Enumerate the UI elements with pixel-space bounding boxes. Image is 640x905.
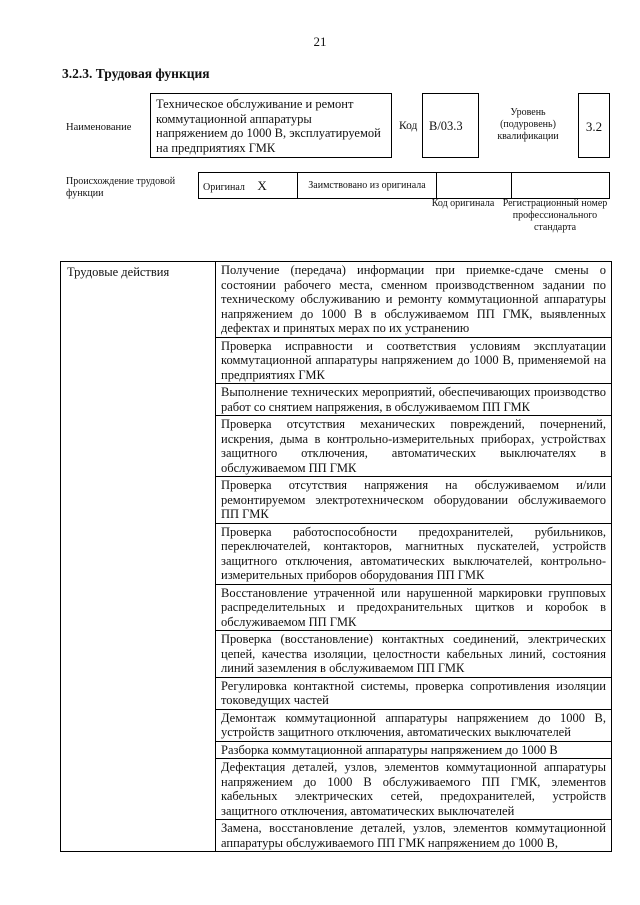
- page-number: 21: [313, 34, 327, 49]
- action-item: Проверка отсутствия напряжения на обслуживаемом и/или ремонтируемом электротехническом оборудовании обслуживаемого ПП ГМК: [216, 477, 612, 524]
- action-item: Дефектация деталей, узлов, элементов коммутационной аппаратуры напряжением до 1000 В обслуживаемого ПП ГМК, элементов кабельных электрических сетей, предохранителей, устройств защитного отключения, автоматических выключателей: [216, 759, 612, 820]
- labor-actions-table: [60, 261, 612, 852]
- code-caption: Код оригинала: [431, 198, 495, 209]
- action-item: Выполнение технических мероприятий, обеспечивающих производство работ со снятием напряжения, в обслуживаемом ПП ГМК: [216, 384, 612, 416]
- action-item: Проверка исправности и соответствия условиям эксплуатации коммутационной аппаратуры напряжением до 1000 В, применяемой на предприятиях ГМК: [216, 337, 612, 384]
- code-box: B/03.3: [422, 93, 479, 158]
- original-mark: X: [257, 177, 267, 193]
- origin-label: Происхождение трудовой функции: [66, 176, 176, 199]
- borrowed-cell: Заимствовано из оригинала: [298, 173, 437, 199]
- section-title: 3.2.3. Трудовая функция: [62, 66, 210, 81]
- code-label: Код: [399, 120, 418, 132]
- actions-label: Трудовые действия: [61, 262, 216, 852]
- action-item: Восстановление утраченной или нарушенной маркировки групповых распределительных и предохранительных щитков и коробок в обслуживаемом ПП ГМК: [216, 584, 612, 631]
- action-item: Демонтаж коммутационной аппаратуры напряжением до 1000 В, устройств защитного отключения, автоматических выключателей: [216, 709, 612, 741]
- reg-caption: Регистрационный номер профессионального стандарта: [502, 198, 608, 233]
- action-item: Проверка работоспособности предохранителей, рубильников, переключателей, контакторов, магнитных пускателей, устройств защитного отключения, автоматических выключателей, контрольно-измерительных приборов оборудования ПП ГМК: [216, 523, 612, 584]
- level-label: Уровень (подуровень) квалификации: [497, 107, 559, 142]
- table-row: [61, 262, 612, 338]
- action-item: Проверка отсутствия механических повреждений, почернений, искрения, дыма в контрольно-измерительных приборах, устройствах защитного отключения, автоматических выключателях в обслуживаемом ПП ГМК: [216, 416, 612, 477]
- name-label: Наименование: [66, 122, 132, 133]
- action-item: Регулировка контактной системы, проверка сопротивления изоляции токоведущих частей: [216, 677, 612, 709]
- original-label: Оригинал: [203, 181, 245, 193]
- original-cell: [199, 173, 298, 199]
- action-item: Проверка (восстановление) контактных соединений, электрических цепей, качества изоляции, целостности кабельных линий, состояния линий заземления в обслуживаемом ПП ГМК: [216, 631, 612, 678]
- action-item: Разборка коммутационной аппаратуры напряжением до 1000 В: [216, 741, 612, 759]
- origin-reg-cell: [512, 173, 610, 199]
- function-name-box: Техническое обслуживание и ремонт коммутационной аппаратуры напряжением до 1000 В, эксплуатируемой на предприятиях ГМК: [150, 93, 392, 158]
- action-item: Замена, восстановление деталей, узлов, элементов коммутационной аппаратуры обслуживаемого ПП ГМК напряжением до 1000 В,: [216, 820, 612, 852]
- level-box: 3.2: [578, 93, 610, 158]
- origin-table: [198, 172, 610, 199]
- origin-code-cell: [437, 173, 512, 199]
- action-item: Получение (передача) информации при приемке-сдаче смены о состоянии рабочего места, сменном производственном задании по техническому обслуживанию и ремонту коммутационной аппаратуры напряжением до 1000 В в обслуживаемом ПП ГМК, выявленных дефектах и принятых мерах по их устранению: [216, 262, 612, 338]
